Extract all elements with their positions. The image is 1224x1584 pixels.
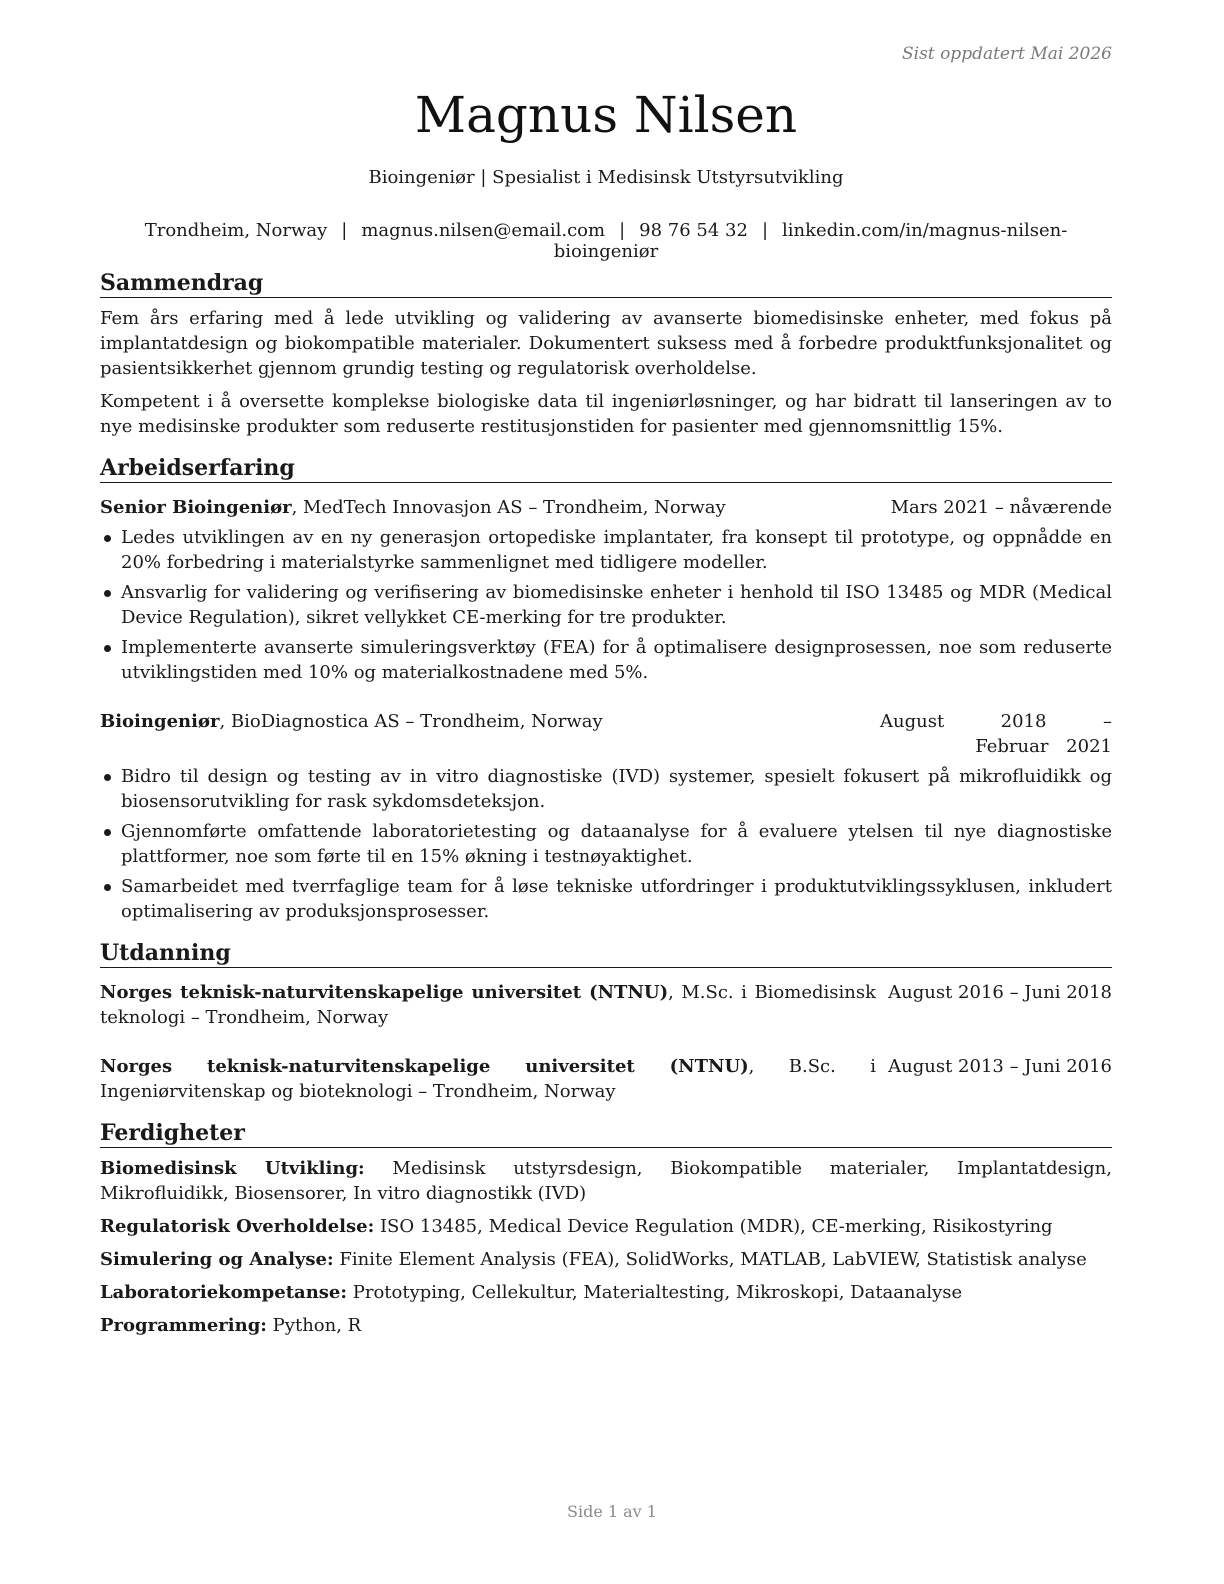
- education-dates: August 2016 – Juni 2018: [888, 982, 1112, 1003]
- skill-row: [100, 1313, 1112, 1338]
- job-bullet: Ansvarlig for validering og verifisering av biomedisinske enheter i henhold til ISO 13485 og MDR (Medical Device Regulation), sikret vellykket CE-merking for tre produkter.: [100, 580, 1112, 630]
- job-bullets: [100, 764, 1112, 924]
- skill-label: Regulatorisk Overholdelse:: [100, 1216, 375, 1237]
- education-degree: , B.Sc. i Ingeniørvitenskap og bioteknologi – Trondheim, Norway: [100, 1056, 876, 1102]
- section-heading: Utdanning: [100, 940, 1112, 968]
- contact-email[interactable]: magnus.nilsen@email.com: [361, 220, 606, 241]
- job-bullet: Samarbeidet med tverrfaglige team for å løse tekniske utfordringer i produktutviklingssyklusen, inkludert optimalisering av produksjonsprosesser.: [100, 874, 1112, 924]
- education-entry: [100, 1054, 1112, 1104]
- job-role: Senior Bioingeniør: [100, 497, 292, 518]
- job-entry: [100, 709, 1112, 924]
- skill-value: Finite Element Analysis (FEA), SolidWorks, MATLAB, LabVIEW, Statistisk analyse: [333, 1249, 1087, 1270]
- job-bullet: Ledes utviklingen av en ny generasjon ortopediske implantater, fra konsept til prototype, og oppnådde en 20% forbedring i materialstyrke sammenlignet med tidligere modeller.: [100, 525, 1112, 575]
- section-heading: Ferdigheter: [100, 1120, 1112, 1148]
- contact-separator: |: [341, 220, 348, 241]
- skill-row: [100, 1214, 1112, 1239]
- skill-label: Programmering:: [100, 1315, 267, 1336]
- resume-body: [100, 270, 1112, 1338]
- job-bullet: Implementerte avanserte simuleringsverktøy (FEA) for å optimalisere designprosessen, noe som reduserte utviklingstiden med 10% og materialkostnadene med 5%.: [100, 635, 1112, 685]
- job-bullets: [100, 525, 1112, 685]
- skill-row: [100, 1280, 1112, 1305]
- skill-label: Biomedisinsk Utvikling:: [100, 1158, 365, 1179]
- education-section: [100, 940, 1112, 1104]
- job-entry: [100, 495, 1112, 685]
- job-dates: Mars 2021 – nåværende: [890, 497, 1112, 518]
- contact-location: Trondheim, Norway: [144, 220, 328, 241]
- section-heading: Arbeidserfaring: [100, 455, 1112, 483]
- page-number: Side 1 av 1: [567, 1502, 657, 1521]
- candidate-title: Bioingeniør | Spesialist i Medisinsk Utstyrsutvikling: [368, 167, 844, 188]
- contact-phone: 98 76 54 32: [639, 220, 748, 241]
- last-updated: Sist oppdatert Mai 2026: [902, 44, 1112, 64]
- job-employer: , BioDiagnostica AS – Trondheim, Norway: [219, 711, 603, 732]
- job-header: [100, 495, 1112, 520]
- job-bullet: Bidro til design og testing av in vitro diagnostiske (IVD) systemer, spesielt fokusert på mikrofluidikk og biosensorutvikling for rask sykdomsdeteksjon.: [100, 764, 1112, 814]
- skill-value: ISO 13485, Medical Device Regulation (MDR), CE-merking, Risikostyring: [374, 1216, 1053, 1237]
- experience-section: [100, 455, 1112, 924]
- education-entry: [100, 980, 1112, 1030]
- summary-section: [100, 270, 1112, 439]
- job-employer: , MedTech Innovasjon AS – Trondheim, Norway: [291, 497, 726, 518]
- job-bullet: Gjennomførte omfattende laboratorietesting og dataanalyse for å evaluere ytelsen til nye diagnostiske plattformer, noe som førte til en 15% økning i testnøyaktighet.: [100, 819, 1112, 869]
- skills-section: [100, 1120, 1112, 1338]
- candidate-name: Magnus Nilsen: [414, 86, 798, 144]
- summary-paragraph: Fem års erfaring med å lede utvikling og validering av avanserte biomedisinske enheter, med fokus på implantatdesign og biokompatible materialer. Dokumentert suksess med å forbedre produktfunksjonalitet og pasientsikkerhet gjennom grundig testing og regulatorisk overholdelse.: [100, 308, 1112, 379]
- skill-label: Laboratoriekompetanse:: [100, 1282, 348, 1303]
- education-degree: , M.Sc. i Biomedisinsk teknologi – Trondheim, Norway: [100, 982, 876, 1028]
- section-heading: Sammendrag: [100, 270, 1112, 298]
- skill-label: Simulering og Analyse:: [100, 1249, 334, 1270]
- education-school: Norges teknisk-naturvitenskapelige universitet (NTNU): [100, 1056, 749, 1077]
- job-role: Bioingeniør: [100, 711, 220, 732]
- skill-value: Prototyping, Cellekultur, Materialtesting, Mikroskopi, Dataanalyse: [347, 1282, 963, 1303]
- skill-value: Medisinsk utstyrsdesign, Biokompatible materialer, Implantatdesign, Mikrofluidikk, Biosensorer, In vitro diagnostikk (IVD): [100, 1158, 1112, 1204]
- education-dates: August 2013 – Juni 2016: [888, 1056, 1112, 1077]
- contact-line: [100, 220, 1112, 262]
- job-dates: August 2018 – Februar 2021: [880, 711, 1112, 757]
- contact-separator: |: [619, 220, 626, 241]
- skill-row: [100, 1156, 1112, 1206]
- education-school: Norges teknisk-naturvitenskapelige universitet (NTNU): [100, 982, 669, 1003]
- summary-paragraph: Kompetent i å oversette komplekse biologiske data til ingeniørløsninger, og har bidratt til lanseringen av to nye medisinske produkter som reduserte restitusjonstiden for pasienter med gjennomsnittlig 15%.: [100, 391, 1112, 437]
- contact-linkedin[interactable]: linkedin.com/in/magnus-nilsen-bioingeniør: [553, 220, 1068, 262]
- contact-separator: |: [761, 220, 769, 241]
- skill-value: Python, R: [266, 1315, 362, 1336]
- skill-row: [100, 1247, 1112, 1272]
- job-header: [100, 709, 1112, 759]
